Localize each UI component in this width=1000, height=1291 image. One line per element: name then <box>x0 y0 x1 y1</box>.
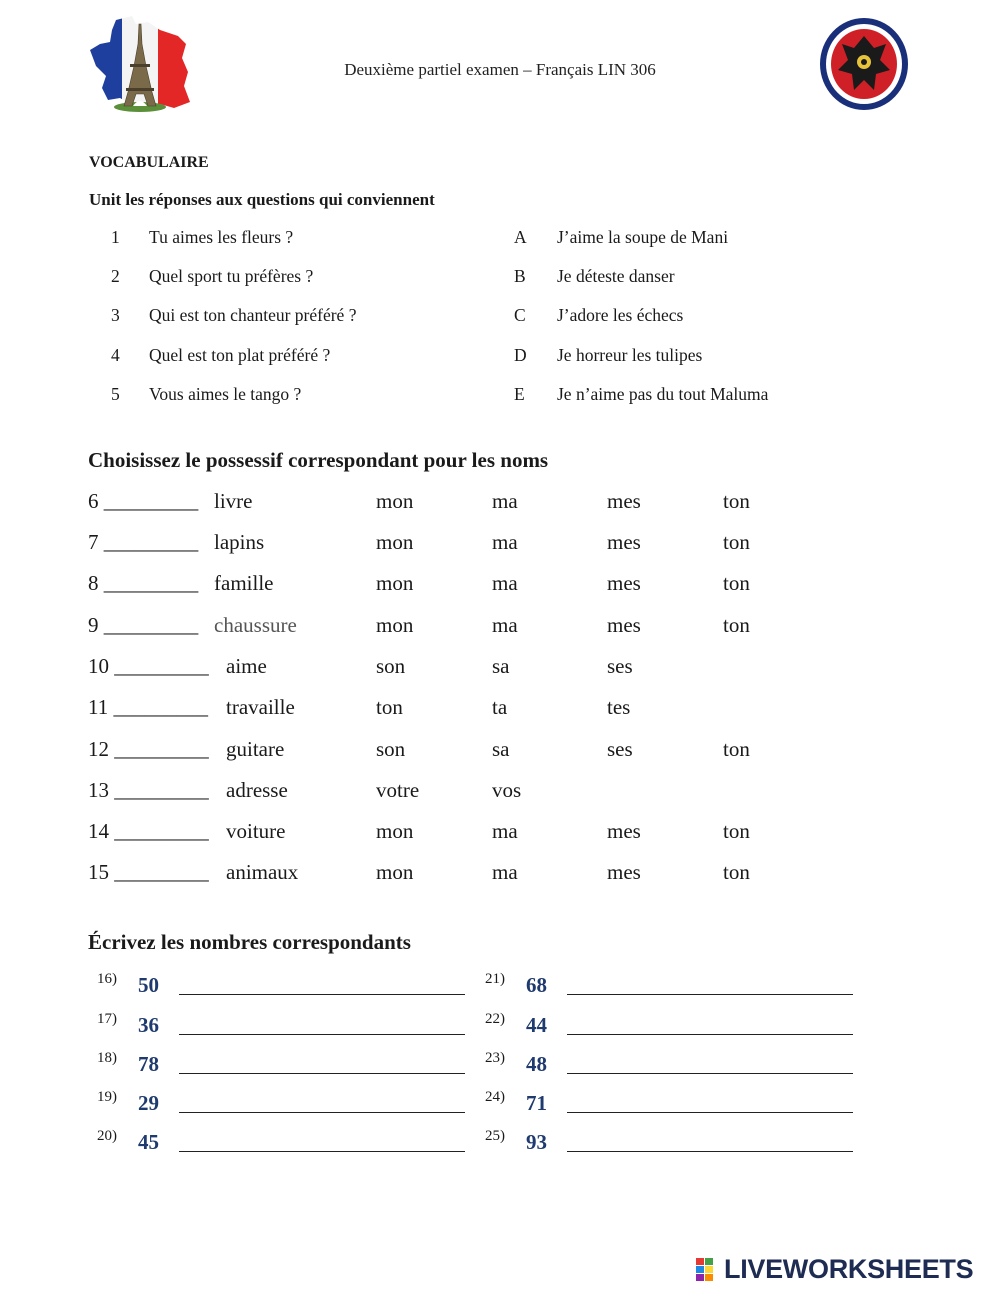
noun: guitare <box>226 737 285 761</box>
liveworksheets-logo <box>696 1254 992 1288</box>
option: ton <box>376 695 403 719</box>
number-index: 22) <box>485 1011 505 1027</box>
exam-title: Deuxième partiel examen – Français LIN 306 <box>344 60 656 79</box>
row-number: 13 <box>88 778 109 802</box>
noun: lapins <box>214 530 265 554</box>
option: ton <box>723 819 750 843</box>
answer-line[interactable] <box>179 1112 465 1113</box>
possessive-row <box>0 613 1000 643</box>
question-text: Tu aimes les fleurs ? <box>149 227 294 247</box>
number-value: 45 <box>138 1130 159 1154</box>
option: mon <box>376 860 414 884</box>
answer-blank[interactable]: _________ <box>113 695 208 719</box>
number-index: 17) <box>97 1011 117 1027</box>
number-value: 50 <box>138 973 159 997</box>
answer-line[interactable] <box>567 1151 853 1152</box>
possessive-number <box>88 819 209 844</box>
answer-letter: D <box>514 345 527 365</box>
numbers-heading: Écrivez les nombres correspondants <box>88 930 411 954</box>
option: ton <box>723 737 750 761</box>
match-row <box>0 227 1000 251</box>
option: son <box>376 654 406 678</box>
possessive-row <box>0 819 1000 849</box>
option: mes <box>607 489 641 513</box>
option: ma <box>492 613 518 637</box>
number-index: 24) <box>485 1089 505 1105</box>
noun: livre <box>214 489 253 513</box>
france-map-logo <box>86 14 194 114</box>
number-value: 68 <box>526 973 547 997</box>
question-number: 4 <box>111 345 120 365</box>
option: sa <box>492 654 510 678</box>
question-text: Quel est ton plat préféré ? <box>149 345 331 365</box>
possessive-row <box>0 860 1000 890</box>
answer-blank[interactable]: _________ <box>114 654 209 678</box>
option: ton <box>723 571 750 595</box>
answer-letter: A <box>514 227 527 247</box>
answer-blank[interactable]: _________ <box>103 530 199 554</box>
match-row <box>0 305 1000 329</box>
answer-line[interactable] <box>179 1073 465 1074</box>
answer-letter: E <box>514 384 525 404</box>
vocabulary-heading: VOCABULAIRE <box>89 154 209 171</box>
number-value: 93 <box>526 1130 547 1154</box>
question-number: 3 <box>111 305 120 325</box>
number-index: 21) <box>485 971 505 987</box>
possessive-row <box>0 571 1000 601</box>
number-value: 78 <box>138 1052 159 1076</box>
option: mon <box>376 489 414 513</box>
noun: animaux <box>226 860 299 884</box>
answer-blank[interactable]: _________ <box>114 778 209 802</box>
match-row <box>0 266 1000 290</box>
answer-blank[interactable]: _________ <box>114 860 209 884</box>
answer-line[interactable] <box>567 1034 853 1035</box>
option: mon <box>376 613 414 637</box>
option: mes <box>607 860 641 884</box>
option: ton <box>723 860 750 884</box>
option: vos <box>492 778 522 802</box>
answer-blank[interactable]: _________ <box>114 737 209 761</box>
option: tes <box>607 695 631 719</box>
row-number: 14 <box>88 819 109 843</box>
possessive-number <box>88 571 198 596</box>
option: mes <box>607 613 641 637</box>
liveworksheets-wordmark: LIVEWORKSHEETS <box>724 1254 974 1284</box>
option: ton <box>723 530 750 554</box>
liveworksheets-blocks-icon <box>696 1258 722 1282</box>
possessive-number <box>88 860 209 885</box>
answer-line[interactable] <box>179 1034 465 1035</box>
option: ses <box>607 737 633 761</box>
possessive-row <box>0 489 1000 519</box>
answer-line[interactable] <box>567 994 853 995</box>
row-number: 15 <box>88 860 109 884</box>
answer-text: J’aime la soupe de Mani <box>557 227 729 247</box>
number-index: 23) <box>485 1050 505 1066</box>
question-text: Qui est ton chanteur préféré ? <box>149 305 357 325</box>
possessive-number <box>88 695 208 720</box>
answer-text: Je horreur les tulipes <box>557 345 703 365</box>
possessive-row <box>0 695 1000 725</box>
university-seal-logo <box>818 14 910 114</box>
noun: voiture <box>226 819 286 843</box>
noun: aime <box>226 654 267 678</box>
match-row <box>0 384 1000 408</box>
possessive-row <box>0 778 1000 808</box>
option: ses <box>607 654 633 678</box>
possessive-row <box>0 737 1000 767</box>
possessive-number <box>88 530 198 555</box>
question-number: 1 <box>111 227 120 247</box>
row-number: 8 <box>88 571 99 595</box>
row-number: 7 <box>88 530 99 554</box>
number-index: 16) <box>97 971 117 987</box>
option: ma <box>492 860 518 884</box>
match-row <box>0 345 1000 369</box>
option: ma <box>492 530 518 554</box>
possessive-number <box>88 778 209 803</box>
answer-text: Je déteste danser <box>557 266 675 286</box>
answer-blank[interactable]: _________ <box>103 613 199 637</box>
option: ma <box>492 819 518 843</box>
possessive-row <box>0 654 1000 684</box>
option: sa <box>492 737 510 761</box>
number-index: 25) <box>485 1128 505 1144</box>
noun: travaille <box>226 695 295 719</box>
answer-letter: B <box>514 266 526 286</box>
number-index: 18) <box>97 1050 117 1066</box>
question-number: 2 <box>111 266 120 286</box>
number-index: 20) <box>97 1128 117 1144</box>
option: mon <box>376 819 414 843</box>
possessive-heading: Choisissez le possessif correspondant pour les noms <box>88 448 549 472</box>
number-value: 29 <box>138 1091 159 1115</box>
row-number: 12 <box>88 737 109 761</box>
option: ta <box>492 695 508 719</box>
france-eiffel-icon <box>86 14 194 114</box>
possessive-number <box>88 737 209 762</box>
option: ma <box>492 489 518 513</box>
answer-text: Je n’aime pas du tout Maluma <box>557 384 769 404</box>
option: ma <box>492 571 518 595</box>
row-number: 11 <box>88 695 109 719</box>
option: mes <box>607 530 641 554</box>
option: ton <box>723 489 750 513</box>
row-number: 10 <box>88 654 109 678</box>
option: mon <box>376 530 414 554</box>
question-text: Quel sport tu préfères ? <box>149 266 314 286</box>
number-index: 19) <box>97 1089 117 1105</box>
question-number: 5 <box>111 384 120 404</box>
answer-blank[interactable]: _________ <box>103 489 199 513</box>
noun: adresse <box>226 778 288 802</box>
possessive-number <box>88 613 198 638</box>
row-number: 9 <box>88 613 99 637</box>
answer-blank[interactable]: _________ <box>103 571 199 595</box>
option: ton <box>723 613 750 637</box>
university-seal-icon <box>818 14 910 114</box>
option: votre <box>376 778 420 802</box>
option: mes <box>607 819 641 843</box>
noun: chaussure <box>214 613 297 637</box>
answer-blank[interactable]: _________ <box>114 819 209 843</box>
number-value: 71 <box>526 1091 547 1115</box>
number-value: 36 <box>138 1013 159 1037</box>
question-text: Vous aimes le tango ? <box>149 384 302 404</box>
row-number: 6 <box>88 489 99 513</box>
answer-line[interactable] <box>567 1112 853 1113</box>
answer-text: J’adore les échecs <box>557 305 684 325</box>
number-value: 48 <box>526 1052 547 1076</box>
number-value: 44 <box>526 1013 547 1037</box>
vocabulary-instruction: Unit les réponses aux questions qui conviennent <box>89 190 435 209</box>
option: son <box>376 737 406 761</box>
option: mes <box>607 571 641 595</box>
possessive-row <box>0 530 1000 560</box>
option: mon <box>376 571 414 595</box>
answer-line[interactable] <box>179 1151 465 1152</box>
possessive-number <box>88 654 209 679</box>
noun: famille <box>214 571 274 595</box>
answer-letter: C <box>514 305 526 325</box>
answer-line[interactable] <box>179 994 465 995</box>
possessive-number <box>88 489 198 514</box>
answer-line[interactable] <box>567 1073 853 1074</box>
